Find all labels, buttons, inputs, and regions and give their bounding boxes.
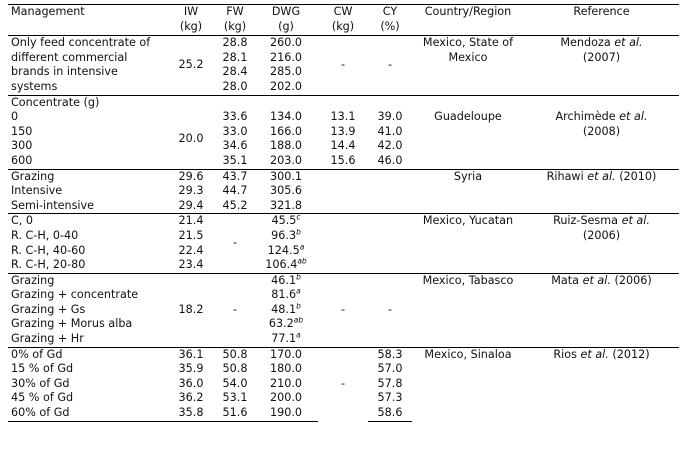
country-cell: Mexico, Sinaloa bbox=[412, 347, 524, 421]
empty-cell bbox=[216, 95, 254, 110]
dwg-cell: 63.2$^{ab}$ bbox=[268, 317, 304, 331]
cy-cell: 57.8 bbox=[377, 376, 403, 390]
fw-cell: 50.8 bbox=[216, 347, 254, 362]
management-cell: Grazing + Hr bbox=[11, 332, 84, 346]
cw-cell: - bbox=[318, 36, 368, 95]
dwg-cell: 180.0 bbox=[269, 362, 303, 376]
management-cell: 30% of Gd bbox=[11, 376, 70, 390]
table-row bbox=[8, 347, 679, 362]
table-row bbox=[8, 95, 679, 110]
iw-cell: 18.2 bbox=[166, 273, 216, 347]
country-cell: Syria bbox=[412, 169, 524, 214]
dwg-cell: 210.0 bbox=[269, 376, 303, 390]
iw-cell: 21.5 bbox=[178, 228, 204, 242]
management-cell: brands in intensive bbox=[11, 65, 118, 79]
cy-cell: 57.0 bbox=[377, 362, 403, 376]
header-dwg: DWG (g) bbox=[254, 5, 318, 36]
management-cell: 600 bbox=[11, 153, 33, 167]
fw-cell: 51.6 bbox=[216, 406, 254, 421]
management-cell: 15 % of Gd bbox=[11, 362, 74, 376]
fw-cell: 43.7 bbox=[216, 169, 254, 184]
management-cell: Grazing bbox=[8, 169, 166, 184]
iw-cell: 22.4 bbox=[178, 243, 204, 257]
table-row bbox=[8, 214, 679, 229]
cy-cell: 57.3 bbox=[377, 391, 403, 405]
management-cell: different commercial bbox=[11, 50, 128, 64]
reference-cell: Archimède et al. (2008) bbox=[555, 110, 648, 138]
iw-cell: 20.0 bbox=[178, 132, 204, 146]
management-cell: R. C-H, 40-60 bbox=[11, 243, 86, 257]
dwg-cell: 190.0 bbox=[254, 406, 318, 421]
cw-cell: 15.6 bbox=[330, 153, 356, 167]
empty-cell bbox=[412, 95, 524, 110]
iw-cell: 29.4 bbox=[178, 198, 204, 212]
iw-cell: 29.3 bbox=[178, 184, 204, 198]
cy-cell: 58.6 bbox=[368, 406, 412, 421]
iw-cell: 35.9 bbox=[178, 362, 204, 376]
empty-cell bbox=[318, 95, 368, 110]
fw-cell: - bbox=[216, 214, 254, 273]
cy-cell: 46.0 bbox=[377, 153, 403, 167]
dwg-cell: 170.0 bbox=[254, 347, 318, 362]
dwg-cell: 48.1$^b$ bbox=[271, 302, 301, 316]
table-row bbox=[8, 110, 679, 125]
reference-cell: Ruiz-Sesma et al. (2006) bbox=[524, 214, 679, 273]
management-cell: 0 bbox=[11, 110, 19, 124]
iw-cell: 21.4 bbox=[166, 214, 216, 229]
empty-cell bbox=[524, 95, 679, 110]
group-title-cell: Concentrate (g) bbox=[8, 95, 166, 110]
dwg-cell: 96.3$^b$ bbox=[271, 228, 301, 242]
header-fw: FW (kg) bbox=[216, 5, 254, 36]
reference-cell: Mendoza et al. (2007) bbox=[524, 36, 679, 95]
management-cell: 60% of Gd bbox=[8, 406, 166, 421]
management-cell: 0% of Gd bbox=[8, 347, 166, 362]
header-cw: CW (kg) bbox=[318, 5, 368, 36]
management-cell: Only feed concentrate of bbox=[8, 36, 166, 51]
dwg-cell: 300.1 bbox=[254, 169, 318, 184]
country-cell: Mexico, State of Mexico bbox=[412, 36, 524, 95]
cw-cell: 14.4 bbox=[330, 139, 356, 153]
fw-cell: 34.6 bbox=[222, 139, 248, 153]
dwg-cell: 305.6 bbox=[269, 184, 303, 198]
dwg-cell: 188.0 bbox=[269, 139, 303, 153]
cw-cell bbox=[318, 214, 368, 273]
management-cell: Grazing + Gs bbox=[11, 302, 86, 316]
dwg-cell: 46.1$^b$ bbox=[254, 273, 318, 288]
header-reference: Reference bbox=[524, 5, 679, 36]
header-country: Country/Region bbox=[412, 5, 524, 36]
iw-cell: 36.1 bbox=[166, 347, 216, 362]
empty-cell bbox=[254, 95, 318, 110]
fw-cell: 50.8 bbox=[222, 362, 248, 376]
fw-cell: 28.0 bbox=[222, 79, 248, 93]
fw-cell: 53.1 bbox=[222, 391, 248, 405]
dwg-cell: 202.0 bbox=[269, 79, 303, 93]
cw-cell bbox=[318, 169, 368, 214]
iw-cell: 23.4 bbox=[178, 258, 204, 272]
table-row bbox=[8, 273, 679, 288]
management-cell: Grazing + Morus alba bbox=[11, 317, 133, 331]
dwg-cell: 203.0 bbox=[269, 153, 303, 167]
table-row bbox=[8, 36, 679, 51]
dwg-cell: 216.0 bbox=[269, 50, 303, 64]
reference-cell: Rihawi et al. (2010) bbox=[524, 169, 679, 214]
header-management: Management bbox=[8, 5, 166, 36]
management-cell: Semi-intensive bbox=[11, 198, 95, 212]
fw-cell: 28.8 bbox=[216, 36, 254, 51]
cw-cell: 13.1 bbox=[330, 110, 356, 124]
dwg-cell: 124.5$^a$ bbox=[267, 243, 305, 257]
reference-cell: Mata et al. (2006) bbox=[524, 273, 679, 347]
management-cell: R. C-H, 0-40 bbox=[11, 228, 79, 242]
iw-cell: 29.6 bbox=[166, 169, 216, 184]
iw-cell: 35.8 bbox=[166, 406, 216, 421]
fw-cell: 45.2 bbox=[222, 198, 248, 212]
iw-cell: 25.2 bbox=[166, 36, 216, 95]
reference-cell: Rios et al. (2012) bbox=[524, 347, 679, 421]
dwg-cell: 166.0 bbox=[269, 124, 303, 138]
dwg-cell: 106.4$^{ab}$ bbox=[265, 258, 307, 272]
dwg-cell: 77.1$^a$ bbox=[271, 332, 301, 346]
cy-cell: 42.0 bbox=[377, 139, 403, 153]
dwg-cell: 260.0 bbox=[254, 36, 318, 51]
empty-cell bbox=[166, 95, 216, 110]
dwg-cell: 321.8 bbox=[269, 198, 303, 212]
fw-cell: 28.1 bbox=[222, 50, 248, 64]
cw-cell: 13.9 bbox=[330, 124, 356, 138]
table-row bbox=[8, 169, 679, 184]
management-cell: Intensive bbox=[11, 184, 63, 198]
cy-cell: - bbox=[368, 36, 412, 95]
country-cell: Guadeloupe bbox=[434, 110, 502, 124]
management-cell: R. C-H, 20-80 bbox=[11, 258, 86, 272]
dwg-cell: 134.0 bbox=[269, 110, 303, 124]
fw-cell: 54.0 bbox=[222, 376, 248, 390]
cy-cell: 41.0 bbox=[377, 124, 403, 138]
fw-cell: 33.6 bbox=[222, 110, 248, 124]
header-iw: IW (kg) bbox=[166, 5, 216, 36]
dwg-cell: 200.0 bbox=[269, 391, 303, 405]
cy-cell bbox=[368, 169, 412, 214]
header-row bbox=[8, 5, 679, 36]
cy-cell: - bbox=[368, 273, 412, 347]
management-cell: 45 % of Gd bbox=[11, 391, 74, 405]
management-cell: systems bbox=[11, 79, 58, 93]
fw-cell: 44.7 bbox=[222, 184, 248, 198]
dwg-cell: 45.5$^c$ bbox=[254, 214, 318, 229]
management-cell: C, 0 bbox=[8, 214, 166, 229]
iw-cell: 36.2 bbox=[178, 391, 204, 405]
management-cell: Grazing bbox=[8, 273, 166, 288]
iw-cell: 36.0 bbox=[178, 376, 204, 390]
cy-cell bbox=[368, 214, 412, 273]
management-cell: 300 bbox=[11, 139, 33, 153]
empty-cell bbox=[368, 95, 412, 110]
management-cell: 150 bbox=[11, 124, 33, 138]
fw-cell: 35.1 bbox=[222, 153, 248, 167]
cw-cell: - bbox=[318, 347, 368, 421]
fw-cell: - bbox=[216, 273, 254, 347]
cw-cell: - bbox=[318, 273, 368, 347]
management-cell: Grazing + concentrate bbox=[11, 288, 139, 302]
country-cell: Mexico, Yucatan bbox=[412, 214, 524, 273]
fw-cell: 33.0 bbox=[222, 124, 248, 138]
cy-cell: 39.0 bbox=[377, 110, 403, 124]
cy-cell: 58.3 bbox=[368, 347, 412, 362]
fw-cell: 28.4 bbox=[222, 65, 248, 79]
dwg-cell: 81.6$^a$ bbox=[271, 288, 301, 302]
country-cell: Mexico, Tabasco bbox=[412, 273, 524, 347]
management-table bbox=[8, 4, 679, 422]
dwg-cell: 285.0 bbox=[269, 65, 303, 79]
header-cy: CY (%) bbox=[368, 5, 412, 36]
